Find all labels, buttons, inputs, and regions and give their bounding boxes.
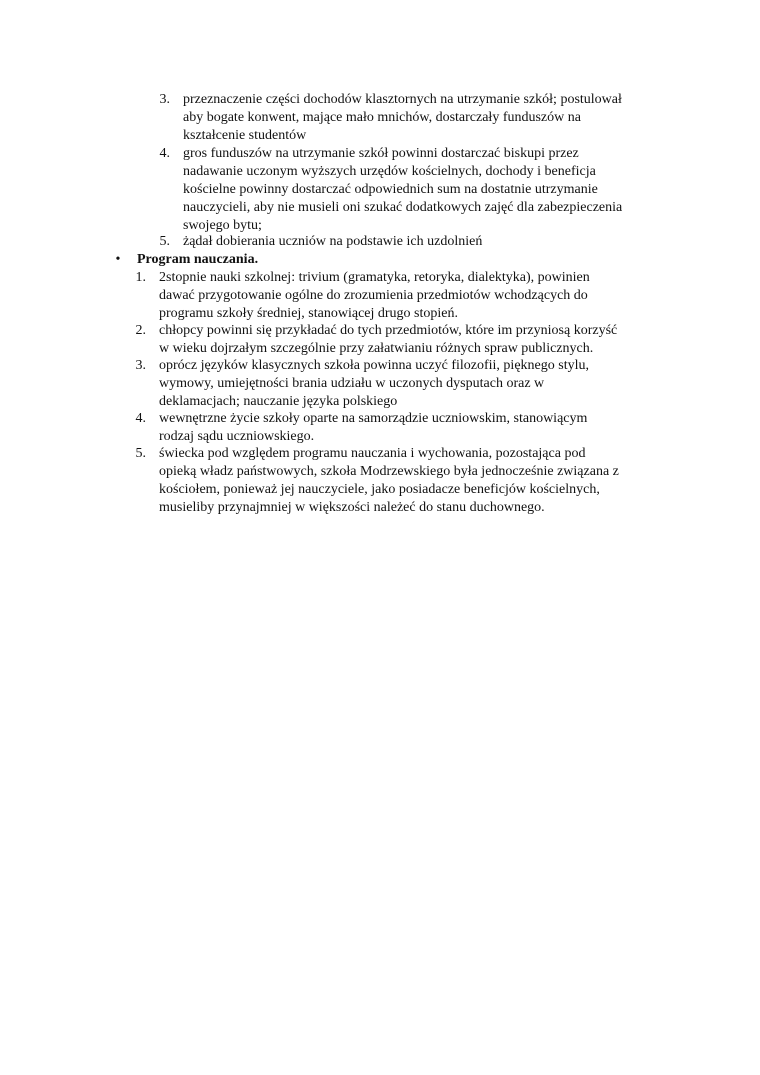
list-line: aby bogate konwent, mające mało mnichów, dostarczały funduszów na [183, 110, 581, 125]
section-heading [0, 251, 760, 269]
list-line: świecka pod względem programu nauczania i wychowania, pozostająca pod [159, 446, 586, 461]
list-line: chłopcy powinni się przykładać do tych przedmiotów, które im przyniosą korzyść [159, 323, 618, 338]
list-line: swojego bytu; [183, 218, 262, 233]
list-line: żądał dobierania uczniów na podstawie ich uzdolnień [183, 234, 483, 249]
list-line: oprócz języków klasycznych szkoła powinna uczyć filozofii, pięknego stylu, [159, 358, 589, 373]
list-line: nauczycieli, aby nie musieli oni szukać dodatkowych zajęć dla zabezpieczenia [183, 200, 623, 215]
heading-text: Program nauczania. [137, 252, 259, 267]
list-number: 3. [159, 92, 170, 107]
list-line: w wieku dojrzałym szczególnie przy załatwianiu różnych spraw publicznych. [159, 341, 594, 356]
list-item [0, 91, 760, 145]
list-line: musieliby przynajmniej w większości należeć do stanu duchownego. [159, 500, 545, 515]
list-line: wymowy, umiejętności brania udziału w uczonych dysputach oraz w [159, 376, 545, 391]
list-line: kościołem, ponieważ jej nauczyciele, jako posiadacze beneficjów kościelnych, [159, 482, 600, 497]
list-line: kształcenie studentów [183, 128, 307, 143]
list-line: nadawanie uczonym wyższych urzędów kościelnych, dochody i beneficja [183, 164, 596, 179]
list-line: opieką władz państwowych, szkoła Modrzewskiego była jednocześnie związana z [159, 464, 619, 479]
list-line: rodzaj sądu uczniowskiego. [159, 429, 315, 444]
list-line: programu szkoły średniej, stanowiącej drugo stopień. [159, 306, 458, 321]
list-line: przeznaczenie części dochodów klasztornych na utrzymanie szkół; postulował [183, 92, 622, 107]
list-number: 1. [135, 270, 146, 285]
list-line: 2stopnie nauki szkolnej: trivium (gramatyka, retoryka, dialektyka), powinien [159, 270, 590, 285]
list-item [0, 322, 760, 358]
list-number: 4. [135, 411, 146, 426]
list-item [0, 145, 760, 235]
list-line: deklamacjach; nauczanie języka polskiego [159, 394, 398, 409]
list-line: dawać przygotowanie ogólne do zrozumienia przedmiotów wchodzących do [159, 288, 588, 303]
list-item [0, 269, 760, 323]
list-line: kościelne powinny dostarczać odpowiednich sum na dostatnie utrzymanie [183, 182, 598, 197]
list-number: 3. [135, 358, 146, 373]
bullet-icon: • [115, 252, 121, 267]
list-item [0, 410, 760, 446]
list-item [0, 357, 760, 411]
list-number: 5. [159, 234, 170, 249]
list-item [0, 445, 760, 517]
list-line: gros funduszów na utrzymanie szkół powinni dostarczać biskupi przez [183, 146, 579, 161]
list-number: 2. [135, 323, 146, 338]
list-item [0, 233, 760, 251]
list-line: wewnętrzne życie szkoły oparte na samorządzie uczniowskim, stanowiącym [159, 411, 588, 426]
list-number: 4. [159, 146, 170, 161]
list-number: 5. [135, 446, 146, 461]
